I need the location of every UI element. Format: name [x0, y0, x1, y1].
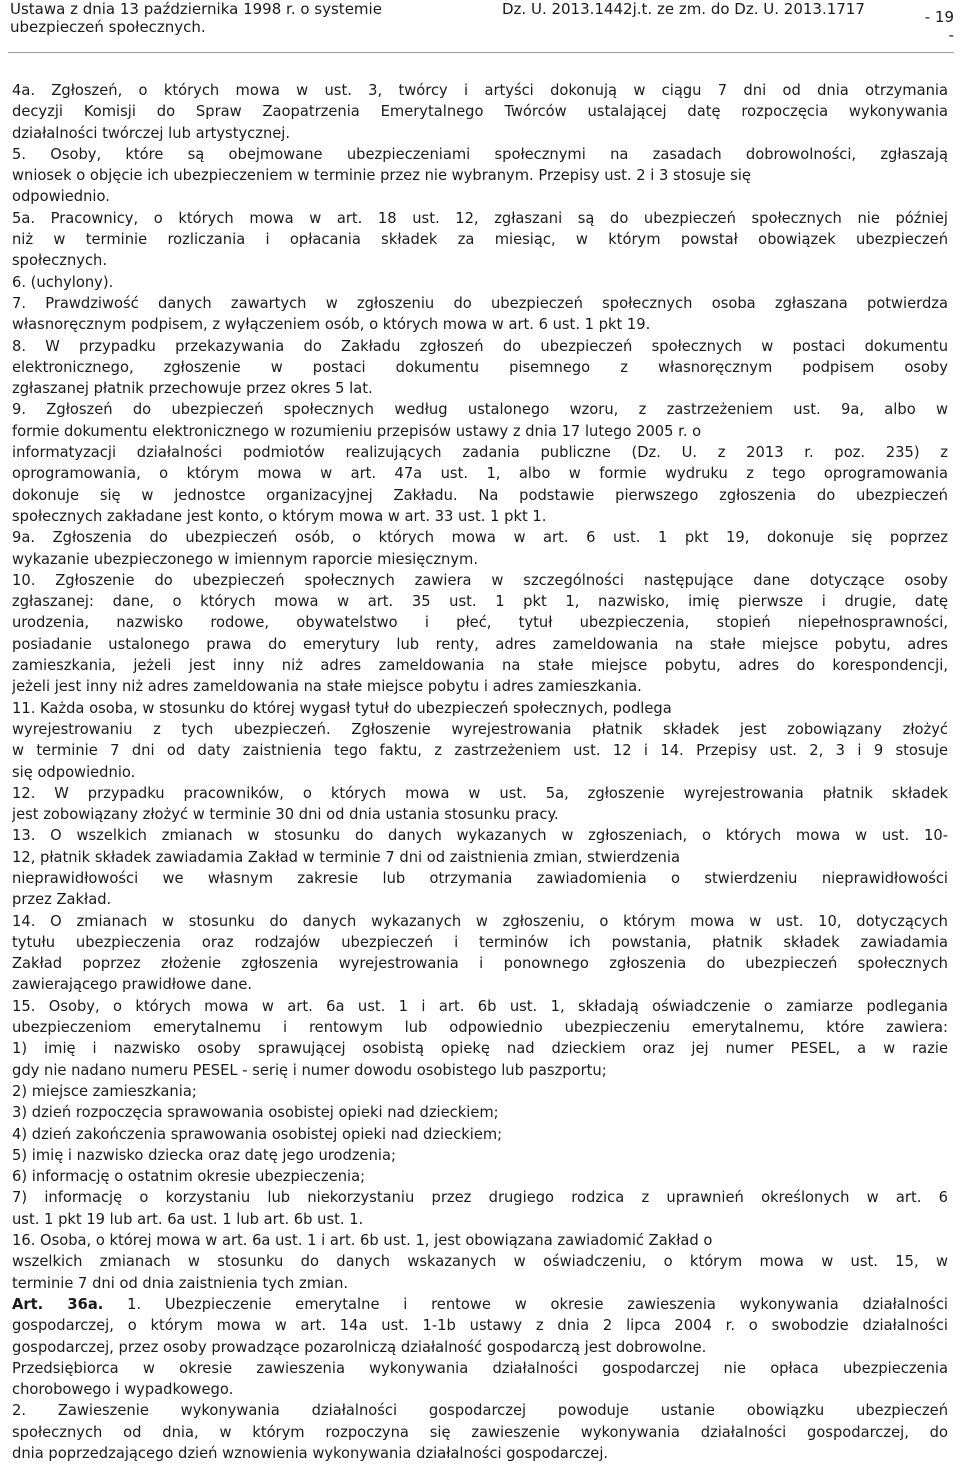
text-line: Przedsiębiorca w okresie zawieszenia wykonywania działalności gospodarczej nie opłaca ubezpieczenia [12, 1359, 948, 1377]
text-line: 6) informację o ostatnim okresie ubezpieczenia; [12, 1168, 366, 1186]
text-line: ust. 1 pkt 19 lub art. 6a ust. 1 lub art. 6b ust. 1. [12, 1210, 364, 1228]
text-line: posiadanie ustalonego prawa do emerytury lub renty, adres zameldowania na stałe miejsce pobytu, adres [12, 635, 948, 653]
text-line: odpowiednio. [12, 188, 110, 206]
text-line: Zakład poprzez złożenie zgłoszenia wyrejestrowania i ponownego zgłoszenia do ubezpieczeń społecznych [12, 955, 948, 973]
text-line: 9. Zgłoszeń do ubezpieczeń społecznych według ustalonego wzoru, z zastrzeżeniem ust. 9a, albo w [12, 401, 948, 419]
text-line: 8. W przypadku przekazywania do Zakładu zgłoszeń do ubezpieczeń społecznych w postaci dokumentu [12, 337, 948, 355]
page-header [0, 0, 960, 52]
text-line: wykazanie ubezpieczonego w imiennym raporcie miesięcznym. [12, 550, 479, 568]
text-line: 9a. Zgłoszenia do ubezpieczeń osób, o których mowa w art. 6 ust. 1 pkt 19, dokonuje się poprzez [12, 529, 948, 547]
header-divider [8, 52, 954, 53]
text-line: oprogramowania, o którym mowa w art. 47a ust. 1, albo w formie wydruku z tego oprogramowania [12, 465, 948, 483]
text-line: wszelkich zmianach w stosunku do danych wskazanych w oświadczeniu, o którym mowa w ust. 15, w [12, 1253, 948, 1271]
text-line: 11. Każda osoba, w stosunku do której wygasł tytuł do ubezpieczeń społecznych, podlega [12, 699, 672, 717]
text-line: 4) dzień zakończenia sprawowania osobistej opieki nad dzieckiem; [12, 1125, 503, 1143]
text-line: 5. Osoby, które są obejmowane ubezpieczeniami społecznymi na zasadach dobrowolności, zgłaszają [12, 145, 948, 163]
text-line: dnia poprzedzającego dzień wznowienia wykonywania działalności gospodarczej. [12, 1445, 609, 1462]
text-line: gospodarczej, przez osoby prowadzące pozarolniczą działalność gospodarczą jest dobrowolne. [12, 1338, 707, 1356]
text-line: 5a. Pracownicy, o których mowa w art. 18 ust. 12, zgłaszani są do ubezpieczeń społecznych nie później [12, 209, 948, 227]
text-line: zgłaszanej płatnik przechowuje przez okres 5 lat. [12, 380, 373, 398]
text-line: 4a. Zgłoszeń, o których mowa w ust. 3, twórcy i artyści dokonują w ciągu 7 dni od dnia otrzymania [12, 82, 948, 99]
text-line: 13. O wszelkich zmianach w stosunku do danych wykazanych w zgłoszeniach, o których mowa w ust. 10- [12, 827, 948, 845]
text-line: 1) imię i nazwisko osoby sprawującej osobistą opiekę nad dzieckiem oraz jej numer PESEL, a w razie [12, 1040, 948, 1058]
text-line: zawierającego prawidłowe dane. [12, 976, 253, 994]
text-line: 10. Zgłoszenie do ubezpieczeń społecznych zawiera w szczególności następujące dane dotyczące osoby [12, 571, 948, 589]
text-line: niż w terminie rozliczania i opłacania składek za miesiąc, w którym powstał obowiązek ubezpieczeń [12, 231, 948, 249]
text-line: w terminie 7 dni od daty zaistnienia tego faktu, z zastrzeżeniem ust. 12 i 14. Przepisy ust. 2, 3 i 9 stosuje [12, 742, 948, 760]
text-line: nieprawidłowości we własnym zakresie lub otrzymania zawiadomienia o stwierdzeniu nieprawidłowości [12, 869, 948, 887]
text-line: gdy nie nadano numeru PESEL - serię i numer dowodu osobistego lub paszportu; [12, 1061, 607, 1079]
text-line: 5) imię i nazwisko dziecka oraz datę jego urodzenia; [12, 1146, 396, 1164]
text-line: się odpowiednio. [12, 763, 136, 781]
text-line: formie dokumentu elektronicznego w rozumieniu przepisów ustawy z dnia 17 lutego 2005 r. o [12, 422, 702, 440]
act-title [10, 0, 382, 36]
text-line: chorobowego i wypadkowego. [12, 1381, 234, 1399]
text-line [12, 1294, 948, 1315]
act-title-line-2: ubezpieczeń społecznych. [10, 18, 206, 36]
text-line: jest zobowiązany złożyć w terminie 30 dni od dnia ustania stosunku pracy. [12, 806, 559, 824]
text-line: zamieszkania, jeżeli jest inny niż adres zameldowania na stałe miejsce pobytu, adres do korespondencji, [12, 657, 948, 675]
text-line: tytułu ubezpieczenia oraz rodzajów ubezpieczeń i terminów ich powstania, płatnik składek zawiadamia [12, 933, 948, 951]
text-line: gospodarczej, o którym mowa w art. 14a ust. 1-1b ustawy z dnia 2 lipca 2004 r. o swobodzie działalności [12, 1317, 948, 1335]
text-line: 2) miejsce zamieszkania; [12, 1082, 197, 1100]
text-line: 12. W przypadku pracowników, o których mowa w ust. 5a, zgłoszenie wyrejestrowania płatnik składek [12, 784, 948, 802]
journal-reference: Dz. U. 2013.1442j.t. ze zm. do Dz. U. 2013.1717 [502, 0, 865, 18]
text-line: 6. (uchylony). [12, 273, 114, 291]
text-line: 16. Osoba, o której mowa w art. 6a ust. 1 i art. 6b ust. 1, jest obowiązana zawiadomić Zakład o [12, 1232, 713, 1250]
text-line: ubezpieczeniom emerytalnemu i rentowym lub odpowiednio ubezpieczeniu emerytalnemu, które zawiera: [12, 1019, 948, 1037]
text-line: wyrejestrowaniu z tych ubezpieczeń. Zgłoszenie wyrejestrowania płatnik składek jest zobowiązany złożyć [12, 720, 948, 738]
act-title-line-1: Ustawa z dnia 13 października 1998 r. o systemie [10, 0, 382, 18]
text-line: własnoręcznym podpisem, z wyłączeniem osób, o których mowa w art. 6 ust. 1 pkt 19. [12, 316, 651, 334]
text-line: 7) informację o korzystaniu lub niekorzystaniu przez drugiego rodzica z uprawnień określonych w art. 6 [12, 1189, 948, 1207]
text-line: 12, płatnik składek zawiadamia Zakład w terminie 7 dni od zaistnienia zmian, stwierdzenia [12, 848, 680, 866]
text-line: dokonuje się w jednostce organizacyjnej Zakładu. Na podstawie pierwszego zgłoszenia do ubezpieczeń [12, 486, 948, 504]
text-line: społecznych zakładane jest konto, o którym mowa w art. 33 ust. 1 pkt 1. [12, 507, 547, 525]
text-line: informatyzacji działalności podmiotów realizujących zadania publiczne (Dz. U. z 2013 r. poz. 235) z [12, 444, 948, 462]
text-line: społecznych od dnia, w którym rozpoczyna się zawieszenie wykonywania działalności gospodarczej, do [12, 1423, 948, 1441]
text-line: elektronicznego, zgłoszenie w postaci dokumentu pisemnego z własnoręcznym podpisem osoby [12, 358, 948, 376]
text-line: zgłaszanej: dane, o których mowa w art. 35 ust. 1 pkt 1, nazwisko, imię pierwsze i drugie, datę [12, 593, 948, 611]
text-line: społecznych. [12, 252, 108, 270]
text-line: wniosek o objęcie ich ubezpieczeniem w terminie przez nie wybranym. Przepisy ust. 2 i 3 stosuje się [12, 167, 751, 185]
text-line: 7. Prawdziwość danych zawartych w zgłoszeniu do ubezpieczeń społecznych osoba zgłaszana potwierdza [12, 294, 948, 312]
text-line: 15. Osoby, o których mowa w art. 6a ust. 1 i art. 6b ust. 1, składają oświadczenie o zamiarze podlegania [12, 997, 948, 1015]
text-line: 3) dzień rozpoczęcia sprawowania osobistej opieki nad dzieckiem; [12, 1104, 499, 1122]
article-label: Art. 36a. [12, 1295, 104, 1313]
page-number: - 19 [924, 8, 954, 26]
text-line: 14. O zmianach w stosunku do danych wykazanych w zgłoszeniu, o którym mowa w ust. 10, dotyczących [12, 912, 948, 930]
document-body [12, 80, 948, 1464]
text-line: decyzji Komisji do Spraw Zaopatrzenia Emerytalnego Twórców ustalającej datę rozpoczęcia wykonywania [12, 103, 948, 121]
text-line: urodzenia, nazwisko rodowe, obywatelstwo i płeć, tytuł ubezpieczenia, stopień niepełnosprawności, [12, 614, 948, 632]
text-line: 2. Zawieszenie wykonywania działalności gospodarczej powoduje ustanie obowiązku ubezpieczeń [12, 1402, 948, 1420]
text-line: przez Zakład. [12, 891, 112, 909]
text-line: jeżeli jest inny niż adres zameldowania na stałe miejsce pobytu i adres zamieszkania. [12, 678, 642, 696]
page-number-dash: - [948, 26, 954, 44]
text-line: terminie 7 dni od dnia zaistnienia tych zmian. [12, 1274, 349, 1292]
article-text: 1. Ubezpieczenie emerytalne i rentowe w okresie zawieszenia wykonywania działalności [103, 1295, 948, 1313]
text-line: działalności twórczej lub artystycznej. [12, 124, 291, 142]
